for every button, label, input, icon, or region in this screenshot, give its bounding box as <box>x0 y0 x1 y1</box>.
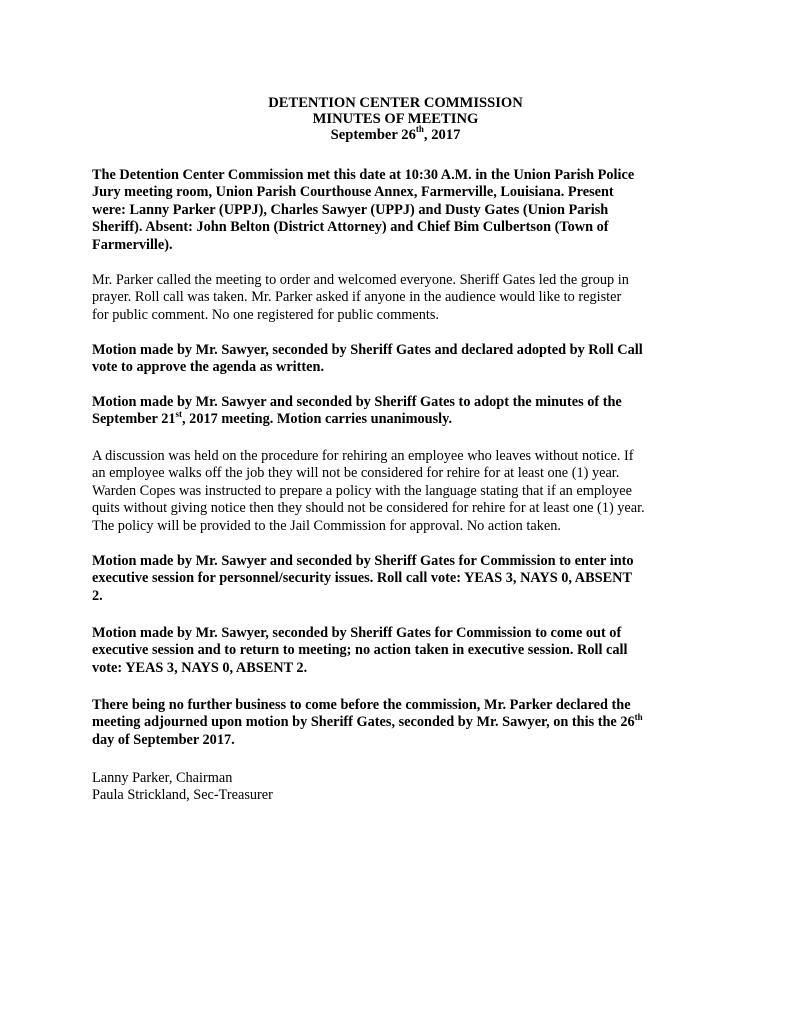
paragraph-line: Farmerville). <box>92 236 173 253</box>
paragraph-line: quits without giving notice then they should not be considered for rehire for at least one (1) year. <box>92 500 645 517</box>
paragraph-line: prayer. Roll call was taken. Mr. Parker asked if anyone in the audience would like to register <box>92 289 622 306</box>
adjournment-paragraph <box>92 697 708 749</box>
rehire-discussion-paragraph <box>92 448 708 535</box>
document-title <box>0 95 791 143</box>
paragraph-line: Motion made by Mr. Sawyer, seconded by Sheriff Gates and declared adopted by Roll Call <box>92 342 643 358</box>
minutes-motion-paragraph <box>92 394 708 429</box>
treasurer-signature: Paula Strickland, Sec-Treasurer <box>92 787 273 804</box>
return-to-meeting-motion-paragraph <box>92 625 708 677</box>
paragraph-line: Motion made by Mr. Sawyer and seconded by Sheriff Gates for Commission to enter into <box>92 553 634 569</box>
chairman-signature: Lanny Parker, Chairman <box>92 770 233 786</box>
paragraph-line: Motion made by Mr. Sawyer and seconded by Sheriff Gates to adopt the minutes of the <box>92 394 622 410</box>
paragraph-line: Sheriff). Absent: John Belton (District Attorney) and Chief Bim Culbertson (Town of <box>92 219 609 236</box>
paragraph-line: The policy will be provided to the Jail Commission for approval. No action taken. <box>92 517 561 534</box>
paragraph-line: Motion made by Mr. Sawyer, seconded by Sheriff Gates for Commission to come out of <box>92 625 622 641</box>
agenda-motion-paragraph <box>92 342 708 377</box>
paragraph-line: were: Lanny Parker (UPPJ), Charles Sawyer (UPPJ) and Dusty Gates (Union Parish <box>92 201 609 218</box>
paragraph-line: September 21st, 2017 meeting. Motion carries unanimously. <box>92 408 453 428</box>
paragraph-line: an employee walks off the job they will not be considered for rehire for at least one (1) year. <box>92 465 620 482</box>
paragraph-line: executive session and to return to meeting; no action taken in executive session. Roll call <box>92 642 628 659</box>
attendance-paragraph <box>92 167 708 254</box>
paragraph-line: There being no further business to come before the commission, Mr. Parker declared the <box>92 697 631 713</box>
paragraph-line: for public comment. No one registered for public comments. <box>92 306 439 323</box>
commission-name: DETENTION CENTER COMMISSION <box>268 95 523 111</box>
paragraph-line: vote: YEAS 3, NAYS 0, ABSENT 2. <box>92 659 308 676</box>
call-to-order-paragraph <box>92 272 708 324</box>
meeting-date: September 26th, 2017 <box>330 124 461 143</box>
paragraph-line: The Detention Center Commission met this date at 10:30 A.M. in the Union Parish Police <box>92 167 635 183</box>
paragraph-line: Jury meeting room, Union Parish Courthouse Annex, Farmerville, Louisiana. Present <box>92 184 614 201</box>
paragraph-line: Mr. Parker called the meeting to order and welcomed everyone. Sheriff Gates led the group in <box>92 272 629 288</box>
paragraph-line: executive session for personnel/security issues. Roll call vote: YEAS 3, NAYS 0, ABSENT <box>92 570 632 587</box>
signature-block <box>92 770 708 805</box>
paragraph-line: vote to approve the agenda as written. <box>92 359 325 376</box>
paragraph-line: 2. <box>92 587 103 604</box>
paragraph-line: Warden Copes was instructed to prepare a policy with the language stating that if an employee <box>92 482 632 499</box>
paragraph-line: day of September 2017. <box>92 731 235 748</box>
paragraph-line: A discussion was held on the procedure for rehiring an employee who leaves without notice. If <box>92 448 634 464</box>
minutes-heading: MINUTES OF MEETING <box>312 111 479 127</box>
executive-session-motion-paragraph <box>92 553 708 605</box>
paragraph-line: meeting adjourned upon motion by Sheriff Gates, seconded by Mr. Sawyer, on this the 26th <box>92 711 643 731</box>
